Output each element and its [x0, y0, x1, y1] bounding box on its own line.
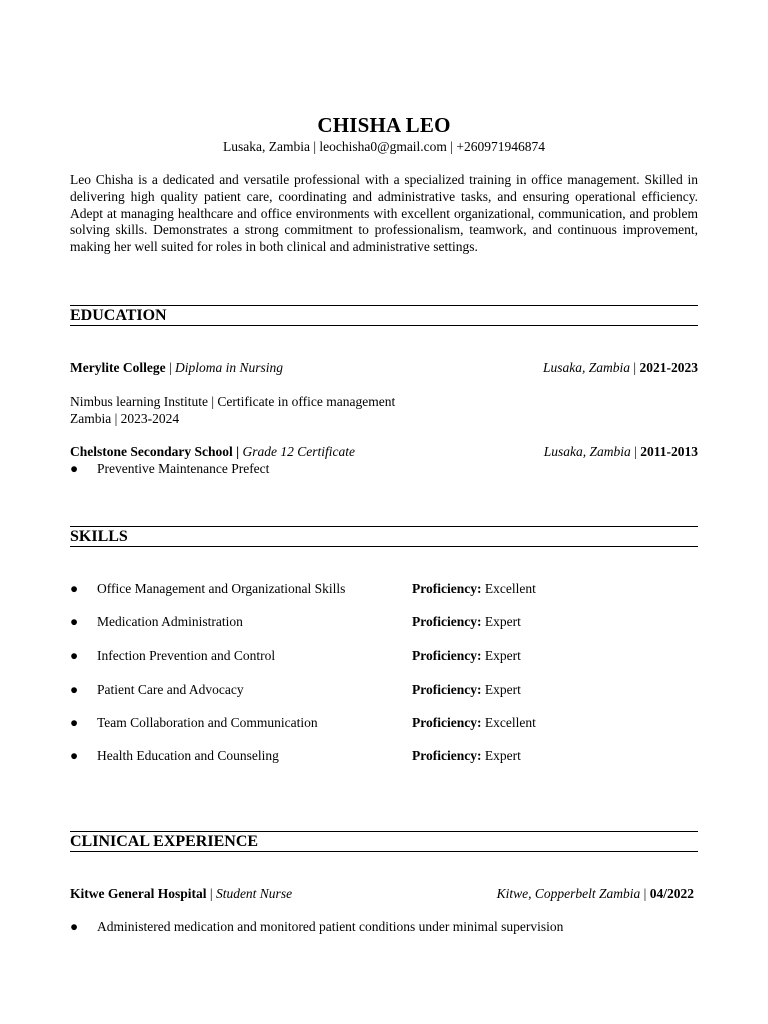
- separator: |: [630, 360, 640, 375]
- award-name: Diploma in Nursing: [175, 360, 284, 375]
- bullet-icon: ●: [70, 748, 79, 763]
- list-item-text: Administered medication and monitored patient conditions under minimal supervision: [97, 919, 564, 934]
- proficiency-label: Proficiency:: [412, 581, 482, 596]
- education-years: 2021-2023: [639, 360, 698, 375]
- education-entry-line: Zambia | 2023-2024: [70, 411, 180, 426]
- school-name: Merylite College: [70, 360, 166, 375]
- education-location: Lusaka, Zambia: [543, 444, 631, 459]
- skill-name: Medication Administration: [97, 614, 243, 629]
- education-heading-text: EDUCATION: [70, 307, 167, 324]
- contact-line: Lusaka, Zambia | leochisha0@gmail.com | +260971946874: [222, 139, 545, 154]
- school-name: Chelstone Secondary School |: [70, 444, 240, 459]
- proficiency-level: Expert: [484, 614, 521, 629]
- separator: |: [640, 886, 650, 901]
- clinical-experience-heading-text: CLINICAL EXPERIENCE: [70, 833, 259, 850]
- separator: |: [165, 360, 176, 375]
- separator: |: [630, 444, 641, 459]
- award-name: Grade 12 Certificate: [242, 444, 355, 459]
- proficiency-label: Proficiency:: [412, 748, 482, 763]
- education-location: Lusaka, Zambia: [543, 360, 631, 375]
- skill-name: Infection Prevention and Control: [97, 648, 276, 663]
- education-years: 2011-2013: [640, 444, 698, 459]
- proficiency-label: Proficiency:: [412, 715, 482, 730]
- education-entry-line: Nimbus learning Institute | Certificate in office management: [70, 394, 396, 409]
- proficiency-level: Expert: [484, 748, 521, 763]
- proficiency-level: Excellent: [484, 581, 536, 596]
- bullet-icon: ●: [70, 461, 79, 476]
- bullet-icon: ●: [70, 614, 79, 629]
- skill-name: Office Management and Organizational Skills: [97, 581, 346, 596]
- list-item-text: Preventive Maintenance Prefect: [97, 461, 270, 476]
- bullet-icon: ●: [70, 715, 79, 730]
- candidate-name: CHISHA LEO: [317, 113, 451, 137]
- skills-heading-text: SKILLS: [70, 528, 128, 545]
- proficiency-label: Proficiency:: [412, 648, 482, 663]
- professional-summary: Leo Chisha is a dedicated and versatile professional with a specialized training in office management. Skilled in delivering high quality patient care, coordinating and administrative tasks, and ensuring operational efficiency. Adept at managing healthcare and office environments with excellent organizational, communication, and problem solving skills. Demonstrates a strong commitment to professionalism, teamwork, and continuous improvement, making her well suited for roles in both clinical and administrative settings.: [70, 172, 698, 255]
- skill-name: Patient Care and Advocacy: [97, 682, 244, 697]
- resume-page: [70, 0, 698, 1024]
- proficiency-label: Proficiency:: [412, 614, 482, 629]
- bullet-icon: ●: [70, 581, 79, 596]
- separator: |: [206, 886, 216, 901]
- skill-name: Team Collaboration and Communication: [97, 715, 318, 730]
- bullet-icon: ●: [70, 682, 79, 697]
- bullet-icon: ●: [70, 648, 79, 663]
- proficiency-level: Expert: [484, 682, 521, 697]
- bullet-icon: ●: [70, 919, 79, 934]
- education-heading: [70, 305, 698, 326]
- experience-date: 04/2022: [649, 886, 694, 901]
- proficiency-level: Expert: [484, 648, 521, 663]
- proficiency-level: Excellent: [484, 715, 536, 730]
- skills-heading: [70, 526, 698, 547]
- proficiency-label: Proficiency:: [412, 682, 482, 697]
- job-role: Student Nurse: [215, 886, 293, 901]
- skill-name: Health Education and Counseling: [97, 748, 279, 763]
- experience-location: Kitwe, Copperbelt Zambia: [496, 886, 641, 901]
- clinical-experience-heading: [70, 831, 698, 852]
- employer-name: Kitwe General Hospital: [70, 886, 207, 901]
